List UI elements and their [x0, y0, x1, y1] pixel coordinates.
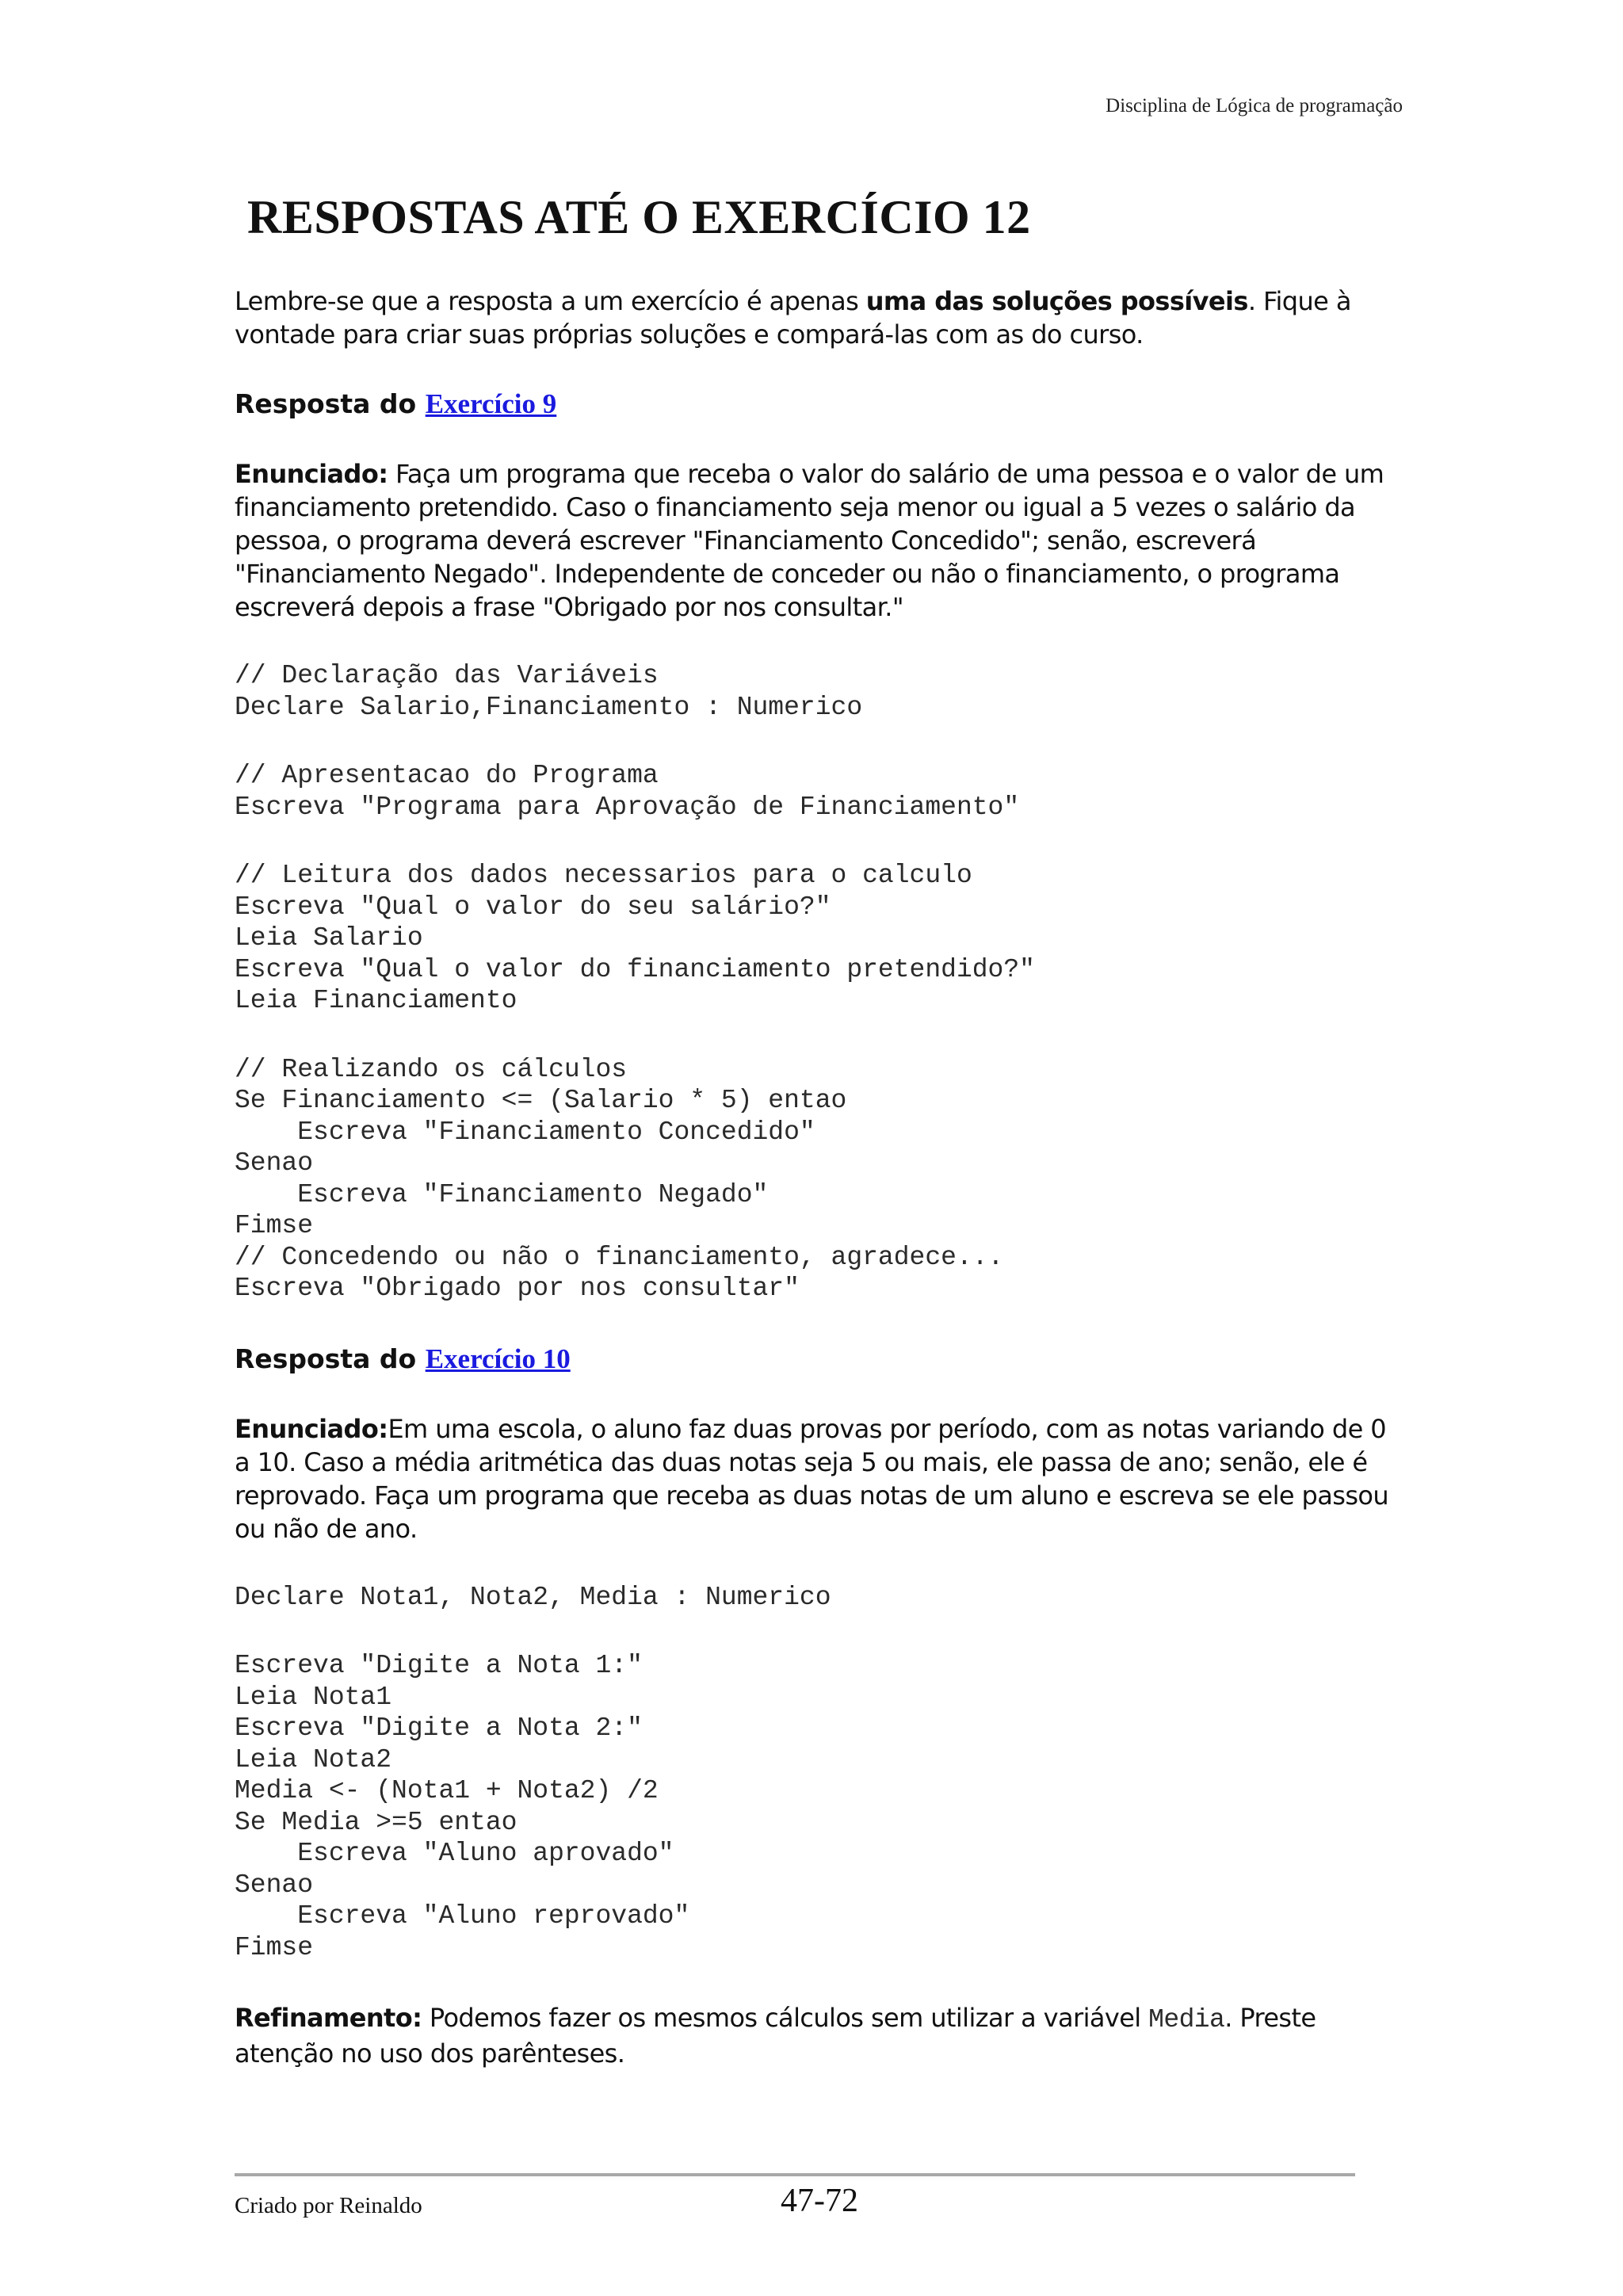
intro-paragraph	[235, 285, 1407, 351]
ex9-link[interactable]: Exercício 9	[425, 388, 557, 419]
ex10-enunciado-text: Em uma escola, o aluno faz duas provas por período, com as notas variando de 0 a 10. Caso a média aritmética das duas notas seja 5 ou mais, ele passa de ano; senão, ele é reprovado. Faça um programa que receba as duas notas de um aluno e escreva se ele passou ou não de ano.	[235, 1413, 1389, 1544]
ex9-heading	[235, 388, 1407, 421]
intro-bold: uma das soluções possíveis	[865, 286, 1248, 316]
ex10-enunciado-label: Enunciado:	[235, 1413, 388, 1444]
ex10-code-logic: Escreva "Digite a Nota 1:" Leia Nota1 Escreva "Digite a Nota 2:" Leia Nota2 Media <- (Nota1 + Nota2) /2 Se Media >=5 entao Escreva "Aluno aprovado" Senao Escreva "Aluno reprovado" Fimse	[235, 1651, 690, 1962]
ex10-refinamento-before: Podemos fazer os mesmos cálculos sem utilizar a variável	[422, 2003, 1149, 2033]
ex9-enunciado-label: Enunciado:	[235, 459, 388, 489]
ex9-code-presentation: // Apresentacao do Programa Escreva "Programa para Aprovação de Financiamento"	[235, 761, 1020, 822]
ex9-enunciado	[235, 457, 1407, 624]
intro-text-after: . Fique à vontade para criar suas próprias soluções e compará-las com as do curso.	[235, 286, 1351, 350]
document-body	[235, 190, 1407, 2070]
ex10-enunciado	[235, 1412, 1407, 1545]
page-number: 47-72	[781, 2183, 858, 2219]
ex10-heading-prefix: Resposta do	[235, 1343, 426, 1374]
ex10-refinamento-code: Media	[1148, 2005, 1225, 2034]
ex10-link[interactable]: Exercício 10	[425, 1343, 571, 1374]
page-header: Disciplina de Lógica de programação	[1106, 95, 1403, 117]
ex10-refinamento	[235, 2001, 1407, 2070]
ex9-heading-prefix: Resposta do	[235, 388, 426, 419]
footer-divider	[235, 2173, 1355, 2176]
ex10-refinamento-label: Refinamento:	[235, 2003, 422, 2033]
ex10-refinamento-after: . Preste atenção no uso dos parênteses.	[235, 2003, 1316, 2069]
footer-author: Criado por Reinaldo	[235, 2193, 422, 2218]
ex10-heading	[235, 1343, 1407, 1376]
page-title: RESPOSTAS ATÉ O EXERCÍCIO 12	[247, 191, 1031, 243]
ex9-code-declaration: // Declaração das Variáveis Declare Salario,Financiamento : Numerico	[235, 661, 863, 722]
ex9-code-calculation: // Realizando os cálculos Se Financiamento <= (Salario * 5) entao Escreva "Financiamento Concedido" Senao Escreva "Financiamento Negado" Fimse // Concedendo ou não o financiamento, agradece... Escreva "Obrigado por nos consultar"	[235, 1054, 1004, 1303]
intro-text-before: Lembre-se que a resposta a um exercício é apenas	[235, 286, 866, 316]
ex9-code-input: // Leitura dos dados necessarios para o calculo Escreva "Qual o valor do seu salário?" Leia Salario Escreva "Qual o valor do financiamento pretendido?" Leia Financiamento	[235, 861, 1035, 1015]
ex10-code-declaration: Declare Nota1, Nota2, Media : Numerico	[235, 1582, 831, 1612]
ex9-enunciado-text: Faça um programa que receba o valor do salário de uma pessoa e o valor de um financiamento pretendido. Caso o financiamento seja menor ou igual a 5 vezes o salário da pessoa, o programa deverá escrever "Financiamento Concedido"; senão, escreverá "Financiamento Negado". Independente de conceder ou não o financiamento, o programa escreverá depois a frase "Obrigado por nos consultar."	[235, 459, 1384, 622]
